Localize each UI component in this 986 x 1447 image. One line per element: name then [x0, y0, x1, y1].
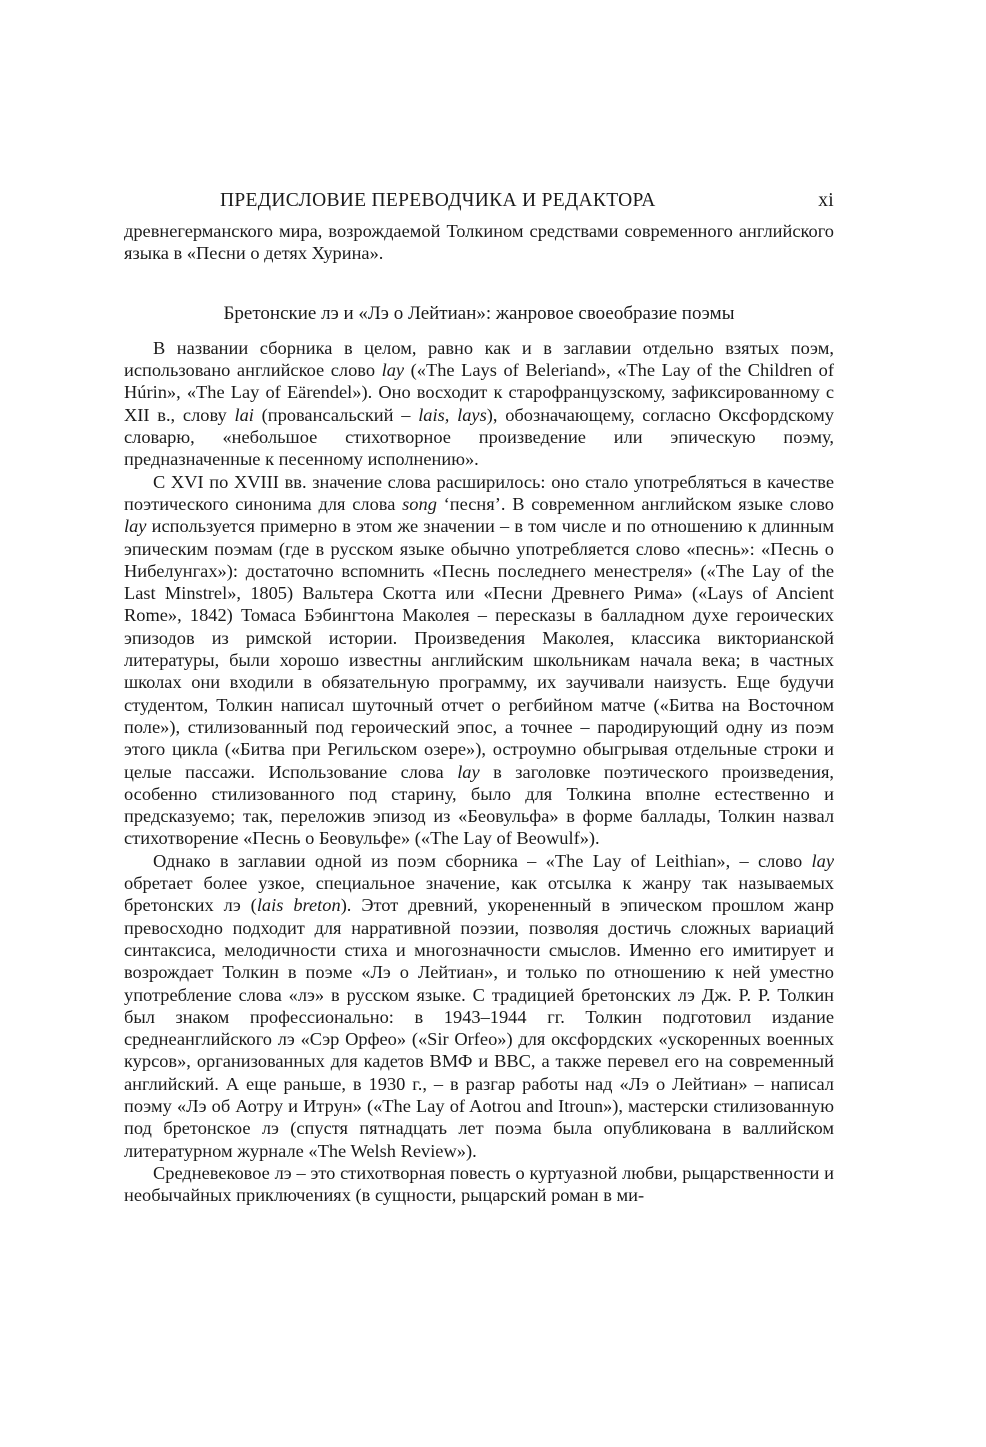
text-run: в заголовке поэтического произведения, особенно стилизованного под старину, было для Толкина вполне естественно и предсказуемо; так, переложив эпизод из «Беовульфа» в форме баллады, Толкин назвал стихотворение «Песнь о Беовульфе» («The Lay of Beowulf»). — [124, 761, 835, 849]
running-head — [124, 190, 834, 220]
italic-term: lay — [124, 516, 147, 537]
running-head-title: ПРЕДИСЛОВИЕ ПЕРЕВОДЧИКА И РЕДАКТОРА — [220, 190, 656, 211]
section-heading: Бретонские лэ и «Лэ о Лейтиан»: жанровое своеобразие поэмы — [223, 302, 735, 324]
text-run: («The Lays of Beleriand», «The Lay of the Children of Húrin», «The Lay of Eärendel»). Оно восходит к старофранцузскому, зафиксированному с XII в., слову — [124, 360, 834, 425]
book-page — [124, 190, 834, 1206]
italic-term: lais, lays — [418, 404, 487, 425]
italic-term: lai — [234, 404, 254, 425]
text-run: обретает более узкое, специальное значение, как отсылка к жанру так называемых бретонских лэ ( — [124, 873, 834, 916]
italic-term: lais breton — [256, 895, 341, 916]
page-number: xi — [818, 190, 834, 211]
text-run: ), обозначающему, согласно Оксфордскому словарю, «небольшое стихотворное произведение или эпическую поэму, предназначенные к песенному исполнению». — [124, 404, 834, 470]
text-run: С XVI по XVIII вв. значение слова расширилось: оно стало употребляться в качестве поэтического синонима для слова — [124, 471, 834, 514]
text-run: используется примерно в этом же значении – в том числе и по отношению к длинным эпическим поэмам (где в русском языке обычно употребляется слово «песнь»: «Песнь о Нибелунгах»): достаточно вспомнить «Песнь последнего менестреля» («The Lay of the Last Minstrel», 1805) Вальтера Скотта или «Песни Древнего Рима» («Lays of Ancient Rome», 1842) Томаса Бэбингтона Маколея – пересказы в балладном духе героических эпизодов из римской истории. Произведения Маколея, классика викторианской литературы, были хорошо известны английским школьникам начала века; в частных школах они входили в обязательную программу, их заучивали наизусть. Еще будучи студентом, Толкин написал шуточный отчет о регбийном матче («Битва на Восточном поле»), стилизованный под героический эпос, а точнее – пародирующий одну из поэм этого цикла («Битва при Регильском озере»), остроумно обыгрывая отдельные строки и целые пассажи. Использование слова — [124, 516, 834, 782]
italic-term: lay — [811, 850, 834, 871]
body-text — [124, 220, 834, 1206]
body-paragraph — [124, 337, 834, 471]
text-run: (провансальский – — [253, 404, 419, 425]
text-run: Средневековое лэ – это стихотворная повесть о куртуазной любви, рыцарственности и необычайных приключениях (в сущности, рыцарский роман в ми- — [124, 1162, 834, 1206]
text-run: ). Этот древний, укорененный в эпическом прошлом жанр превосходно подходит для нарративной поэзии, позволяя достичь сложных вариаций синтаксиса, мелодичности стиха и многозначности смыслов. Именно его имитирует и возрождает Толкин в поэме «Лэ о Лейтиан», и только по отношению к ней уместно употребление слова «лэ» в русском языке. С традицией бретонских лэ Дж. Р. Р. Толкин был знаком профессионально: в 1943–1944 гг. Толкин подготовил издание среднеанглийского лэ «Сэр Орфео» («Sir Orfeo») для оксфордских «ускоренных военных курсов», организованных для кадетов ВМФ и ВВС, а также перевел его на современный английский. А еще раньше, в 1930 г., – в разгар работы над «Лэ о Лейтиан» – написал поэму «Лэ об Аотру и Итрун» («The Lay of Aotrou and Itroun»), мастерски стилизованную под бретонское лэ (спустя пятнадцать лет поэма была опубликована в валлийском литературном журнале «The Welsh Review»). — [124, 895, 834, 1161]
italic-term: song — [402, 493, 437, 514]
lead-paragraph: древнегерманского мира, возрождаемой Толкином средствами современного английского языка в «Песни о детях Хурина». — [124, 221, 834, 264]
body-paragraph — [124, 1162, 834, 1207]
text-run: ‘песня’. В современном английском языке слово — [436, 493, 835, 514]
body-paragraph — [124, 850, 834, 1162]
text-run: Однако в заглавии одной из поэм сборника – «The Lay of Leithian», – слово — [153, 850, 812, 871]
body-paragraph — [124, 471, 834, 850]
section-paragraphs — [124, 337, 834, 1207]
text-run: В названии сборника в целом, равно как и в заглавии отдельно взятых поэм, использовано английское слово — [124, 337, 834, 381]
italic-term: lay — [381, 360, 405, 381]
italic-term: lay — [457, 761, 480, 782]
